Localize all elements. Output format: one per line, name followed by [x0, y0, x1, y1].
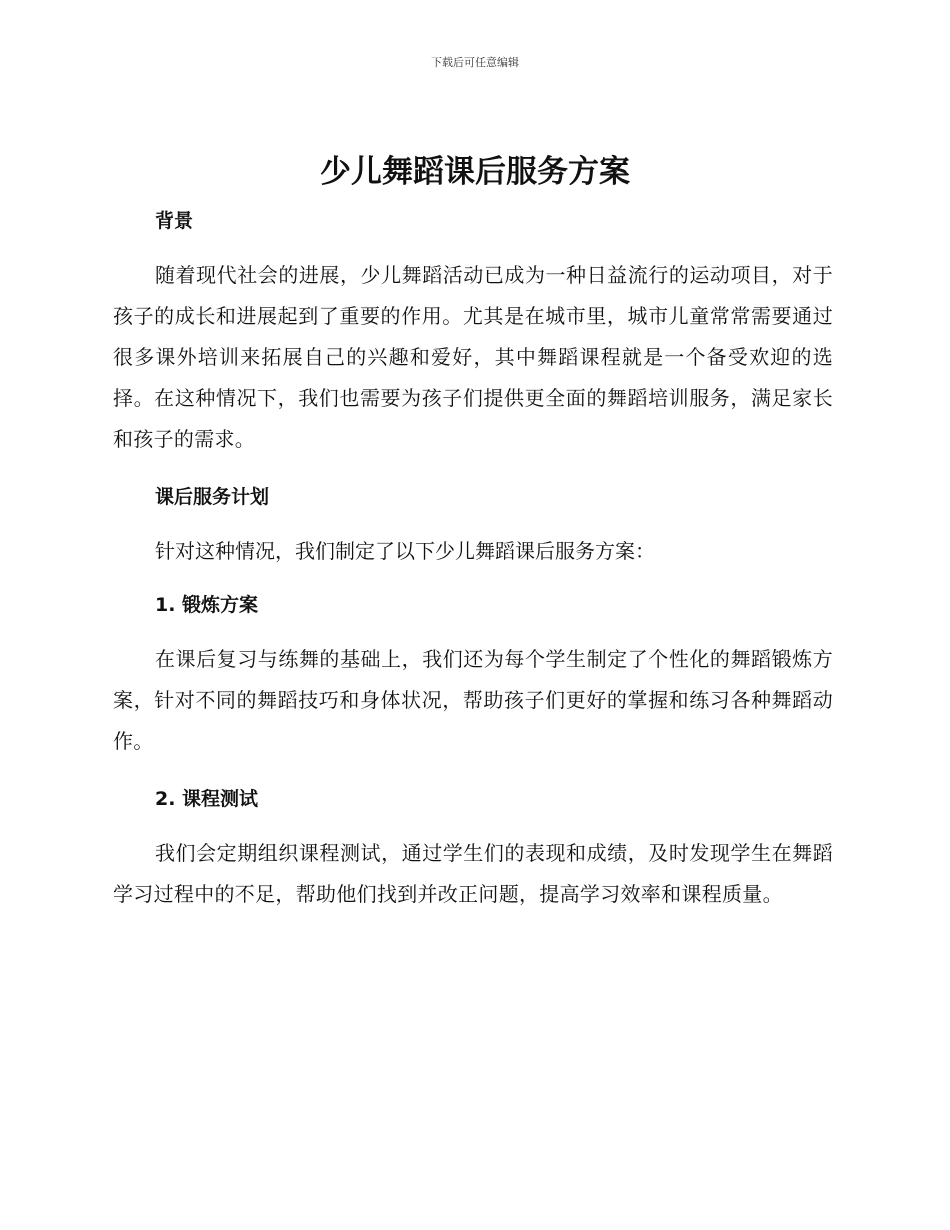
section-heading-item2: 2. 课程测试	[155, 788, 259, 810]
spacer	[113, 460, 833, 477]
background-paragraph: 随着现代社会的进展，少儿舞蹈活动已成为一种日益流行的运动项目，对于孩子的成长和进展起到了重要的作用。尤其是在城市里，城市儿童常常需要通过很多课外培训来拓展自己的兴趣和爱好，其中舞蹈课程就是一个备受欢迎的选择。在这种情况下，我们也需要为孩子们提供更全面的舞蹈培训服务，满足家长和孩子的需求。	[113, 263, 833, 451]
spacer	[113, 762, 833, 779]
section-heading-item1: 1. 锻炼方案	[155, 594, 259, 616]
page-header-note: 下载后可任意编辑	[431, 56, 519, 69]
page-title: 少儿舞蹈课后服务方案	[320, 154, 630, 190]
spacer	[113, 241, 833, 255]
spacer	[113, 819, 833, 833]
spacer	[113, 517, 833, 531]
spacer	[113, 625, 833, 639]
section-heading-background: 背景	[155, 210, 194, 232]
item2-paragraph: 我们会定期组织课程测试，通过学生们的表现和成绩，及时发现学生在舞蹈学习过程中的不足，帮助他们找到并改正问题，提高学习效率和课程质量。	[113, 841, 833, 906]
plan-intro: 针对这种情况，我们制定了以下少儿舞蹈课后服务方案：	[155, 539, 655, 563]
item1-paragraph: 在课后复习与练舞的基础上，我们还为每个学生制定了个性化的舞蹈锻炼方案，针对不同的舞蹈技巧和身体状况，帮助孩子们更好的掌握和练习各种舞蹈动作。	[113, 647, 833, 753]
spacer	[113, 571, 833, 585]
document-body	[113, 201, 833, 915]
section-heading-plan: 课后服务计划	[155, 486, 270, 508]
